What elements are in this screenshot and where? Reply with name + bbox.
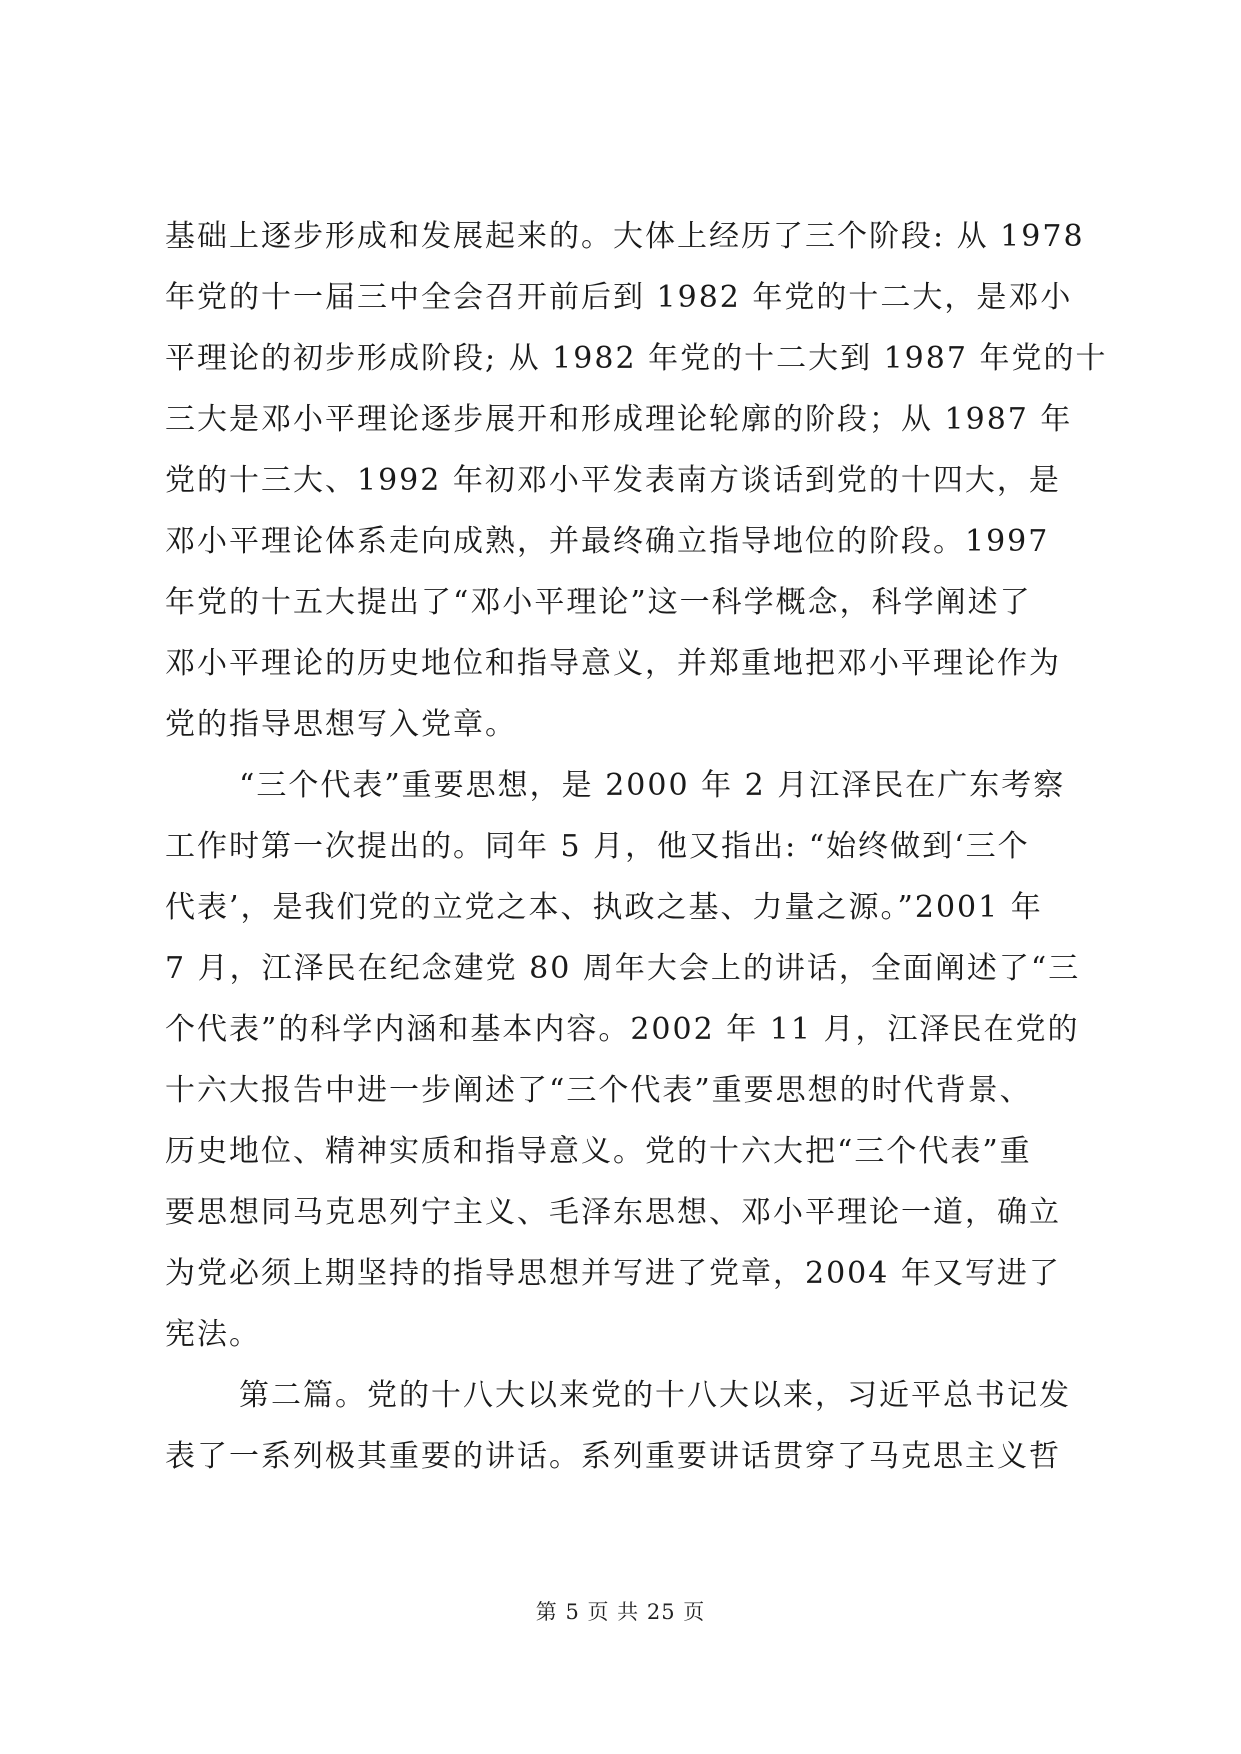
text-line: 表了一系列极其重要的讲话。系列重要讲话贯穿了马克思主义哲 — [165, 1439, 1061, 1474]
text-line: 党的指导思想写入党章。 — [165, 707, 517, 742]
text-line: 年党的十一届三中全会召开前后到 1982 年党的十二大，是邓小 — [165, 280, 1073, 315]
paragraph-deng-xiaoping-theory — [165, 206, 1108, 755]
text-line: 工作时第一次提出的。同年 5 月，他又指出: “始终做到‘三个 — [165, 829, 1030, 864]
text-line: 为党必须上期坚持的指导思想并写进了党章，2004 年又写进了 — [165, 1256, 1061, 1291]
text-line: 党的十三大、1992 年初邓小平发表南方谈话到党的十四大，是 — [165, 463, 1061, 498]
text-line: 宪法。 — [165, 1317, 261, 1352]
text-line: 邓小平理论的历史地位和指导意义，并郑重地把邓小平理论作为 — [165, 646, 1061, 681]
paragraph-three-represents — [165, 755, 1085, 1365]
text-line: 邓小平理论体系走向成熟，并最终确立指导地位的阶段。1997 — [165, 524, 1050, 559]
text-line: 历史地位、精神实质和指导意义。党的十六大把“三个代表”重 — [165, 1134, 1032, 1169]
document-body — [165, 206, 1108, 1487]
text-line: 代表’，是我们党的立党之本、执政之基、力量之源。”2001 年 — [165, 890, 1043, 925]
text-line: 平理论的初步形成阶段; 从 1982 年党的十二大到 1987 年党的十 — [165, 341, 1108, 376]
text-line: 年党的十五大提出了“邓小平理论”这一科学概念，科学阐述了 — [165, 585, 1032, 620]
paragraph-second-chapter — [165, 1365, 1085, 1487]
text-line: 三大是邓小平理论逐步展开和形成理论轮廓的阶段；从 1987 年 — [165, 402, 1073, 437]
text-line: 7 月，江泽民在纪念建党 80 周年大会上的讲话，全面阐述了“三 — [165, 951, 1081, 986]
text-line: “三个代表”重要思想，是 2000 年 2 月江泽民在广东考察 — [239, 768, 1066, 803]
text-line: 个代表”的科学内涵和基本内容。2002 年 11 月，江泽民在党的 — [165, 1012, 1080, 1047]
page-number-footer: 第 5 页 共 25 页 — [535, 1600, 706, 1624]
text-line: 第二篇。党的十八大以来党的十八大以来，习近平总书记发 — [239, 1378, 1071, 1413]
text-line: 要思想同马克思列宁主义、毛泽东思想、邓小平理论一道，确立 — [165, 1195, 1061, 1230]
text-line: 基础上逐步形成和发展起来的。大体上经历了三个阶段: 从 1978 — [165, 219, 1085, 254]
text-line: 十六大报告中进一步阐述了“三个代表”重要思想的时代背景、 — [165, 1073, 1032, 1108]
